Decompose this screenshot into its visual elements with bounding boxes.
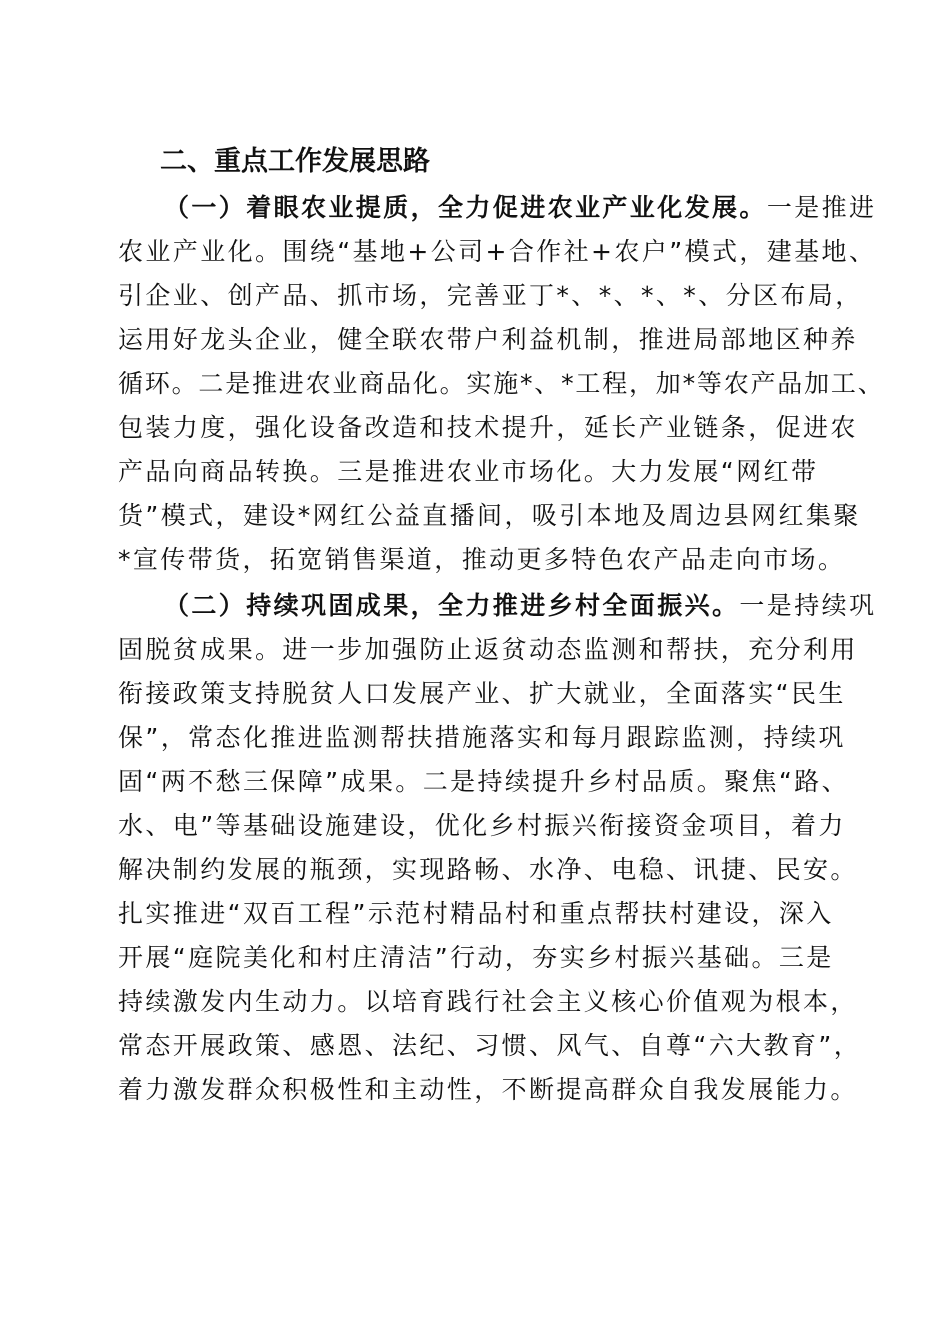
section2-line-1: 固脱贫成果。进一步加强防止返贫动态监测和帮扶，充分利用 xyxy=(118,635,858,664)
section1-line-5: 包装力度，强化设备改造和技术提升，延长产业链条，促进农 xyxy=(118,413,858,442)
section2-line-7: 扎实推进“双百工程”示范村精品村和重点帮扶村建设，深入 xyxy=(118,899,834,928)
section2-line-0: 一是持续巩 xyxy=(739,591,877,620)
section2-line-3: 保”，常态化推进监测帮扶措施落实和每月跟踪监测，持续巩 xyxy=(118,723,846,752)
section2-line-6: 解决制约发展的瓶颈，实现路畅、水净、电稳、讯捷、民安。 xyxy=(118,855,858,884)
section2-lead: （二）持续巩固成果，全力推进乡村全面振兴。 xyxy=(164,591,740,620)
section2-line-5: 水、电”等基础设施建设，优化乡村振兴衔接资金项目，着力 xyxy=(118,811,846,840)
section2-line-10: 常态开展政策、感恩、法纪、习惯、风气、自尊“六大教育”， xyxy=(118,1031,862,1060)
section2-line-2: 衔接政策支持脱贫人口发展产业、扩大就业，全面落实“民生 xyxy=(118,679,846,708)
section-heading: 二、重点工作发展思路 xyxy=(160,146,430,177)
section1-line-6: 产品向商品转换。三是推进农业市场化。大力发展“网红带 xyxy=(118,457,819,486)
section1-line-8: *宣传带货，拓宽销售渠道，推动更多特色农产品走向市场。 xyxy=(118,545,846,574)
section2-line-4: 固“两不愁三保障”成果。二是持续提升乡村品质。聚焦“路、 xyxy=(118,767,850,796)
section1-line-7: 货”模式，建设*网红公益直播间，吸引本地及周边县网红集聚 xyxy=(118,501,861,530)
section1-line-1: 农业产业化。围绕“基地+公司+合作社+农户”模式，建基地、 xyxy=(118,237,877,266)
section2-line-11: 着力激发群众积极性和主动性，不断提高群众自我发展能力。 xyxy=(118,1075,858,1104)
section1-line-4: 循环。二是推进农业商品化。实施*、*工程，加*等农产品加工、 xyxy=(118,369,885,398)
section1-line-3: 运用好龙头企业，健全联农带户利益机制，推进局部地区种养 xyxy=(118,325,858,354)
section1-lead: （一）着眼农业提质，全力促进农业产业化发展。 xyxy=(164,193,767,222)
section2-line-9: 持续激发内生动力。以培育践行社会主义核心价值观为根本， xyxy=(118,987,858,1016)
section2-first-line xyxy=(164,584,876,628)
section2-line-8: 开展“庭院美化和村庄清洁”行动，夯实乡村振兴基础。三是 xyxy=(118,943,834,972)
section1-first-line xyxy=(164,186,876,230)
section1-line-2: 引企业、创产品、抓市场，完善亚丁*、*、*、*、分区布局， xyxy=(118,281,863,310)
section1-line-0: 一是推进 xyxy=(766,193,877,222)
